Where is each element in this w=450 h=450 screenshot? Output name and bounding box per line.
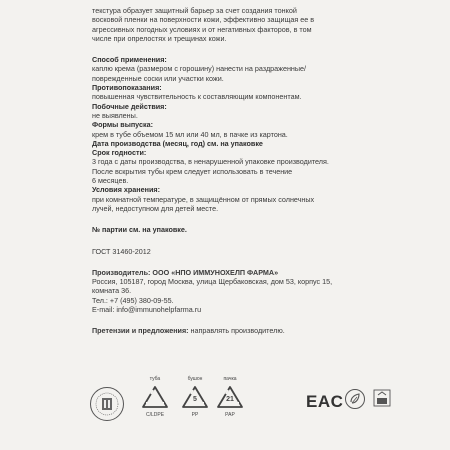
manufacturer-phone: Тел.: +7 (495) 380-09-55.: [92, 295, 174, 305]
usage-heading: Способ применения:: [92, 55, 167, 65]
intro-line: числе при опрелостях и трещинах кожи.: [92, 33, 227, 43]
instruction-text: [92, 6, 392, 336]
marking-symbols: [86, 375, 386, 435]
box-code: PAP: [225, 412, 235, 418]
claims-label: Претензии и предложения:: [92, 326, 189, 336]
eac-mark: EAC: [306, 392, 344, 411]
shelf-life-text: 3 года с даты производства, в ненарушенной упаковке производителя.: [92, 157, 329, 167]
eco-leaf-icon: [344, 388, 366, 415]
manufacturer-label: Производитель:: [92, 267, 151, 277]
gost-standard: ГОСТ 31460-2012: [92, 246, 151, 256]
claims-line: [92, 326, 392, 335]
manufacturer-email: E-mail: info@immunohelpfarma.ru: [92, 305, 202, 315]
intro-line: восковой пленки на поверхности кожи, эффективно защищая ее в: [92, 15, 315, 25]
forms-text: крем в тубе объемом 15 мл или 40 мл, в пачке из картона.: [92, 129, 288, 139]
side-effects-heading: Побочные действия:: [92, 101, 167, 111]
production-date: Дата производства (месяц, год) см. на упаковке: [92, 138, 263, 148]
cap-code: PP: [191, 412, 199, 418]
contraindications-heading: Противопоказания:: [92, 83, 162, 93]
shelf-life-text: 6 месяцев.: [92, 176, 129, 186]
shelf-life-text: После вскрытия тубы крем следует использовать в течение: [92, 166, 293, 176]
cap-number: 5: [193, 396, 197, 403]
manufacturer-name: ООО «НПО ИММУНОХЕЛП ФАРМА»: [150, 267, 279, 277]
usage-text: поврежденные соски или участки кожи.: [92, 73, 224, 83]
manufacturer-address: Россия, 105187, город Москва, улица Щербаковская, дом 53, корпус 15,: [92, 277, 333, 287]
box-caption: пачка: [223, 376, 237, 382]
storage-text: при комнатной температуре, в защищённом от прямых солнечных: [92, 194, 315, 204]
storage-heading: Условия хранения:: [92, 185, 160, 195]
contraindications-text: повышенная чувствительность к составляющим компонентам.: [92, 92, 302, 102]
forms-heading: Формы выпуска:: [92, 120, 153, 130]
tube-caption: туба: [149, 376, 161, 382]
manufacturer-line: [92, 268, 392, 277]
cap-caption: бушон: [187, 376, 203, 382]
side-effects-text: не выявлены.: [92, 110, 138, 120]
storage-text: лучей, недоступном для детей месте.: [92, 203, 219, 213]
tube-code: C/LDPE: [145, 412, 165, 418]
box-number: 21: [226, 396, 234, 403]
intro-line: агрессивных погодных условиях и от негативных факторов, в том: [92, 24, 312, 34]
disposal-bin-icon: [373, 389, 391, 412]
intro-line: текстура образует защитный барьер за счет создания тонкой: [92, 6, 297, 15]
batch-number: № партии см. на упаковке.: [92, 225, 187, 235]
shelf-life-heading: Срок годности:: [92, 148, 147, 158]
certification-seal-icon: [89, 386, 125, 427]
claims-text: направлять производителю.: [188, 326, 285, 336]
manufacturer-address: комната 36.: [92, 286, 132, 296]
usage-text: каплю крема (размером с горошину) нанести на раздраженные/: [92, 64, 307, 74]
